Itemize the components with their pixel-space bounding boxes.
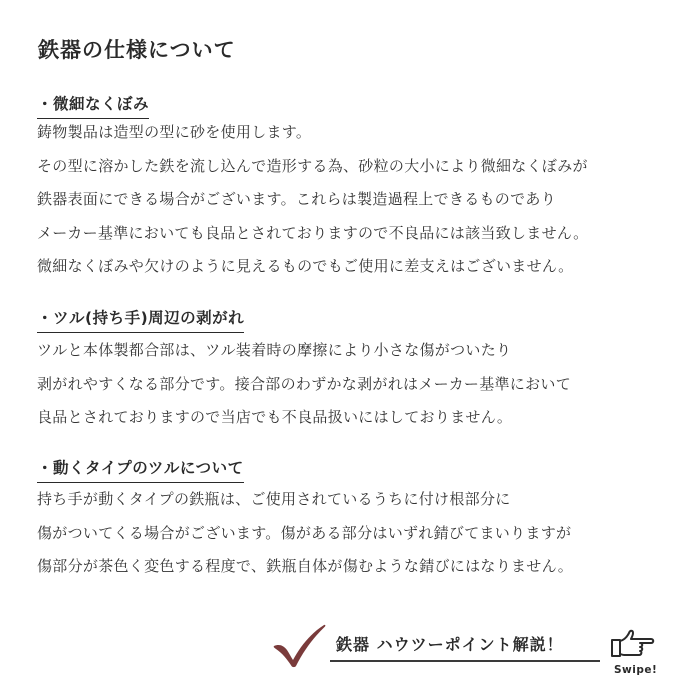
pointing-hand-icon bbox=[610, 626, 656, 660]
body-line: 微細なくぼみや欠けのように見えるものでもご使用に差支えはございません。 bbox=[37, 257, 574, 275]
section-heading-movable-handle: ・動くタイプのツルについて bbox=[37, 456, 244, 483]
section-body-handle-peeling bbox=[37, 334, 571, 435]
section-heading-handle-peeling: ・ツル(持ち手)周辺の剥がれ bbox=[37, 306, 244, 333]
body-line: 良品とされておりますので当店でも不良品扱いにはしておりません。 bbox=[37, 408, 513, 426]
section-body-movable-handle bbox=[37, 483, 573, 584]
body-line: ツルと本体製都合部は、ツル装着時の摩擦により小さな傷がついたり bbox=[37, 341, 512, 359]
body-line: 鋳物製品は造型の型に砂を使用します。 bbox=[37, 123, 312, 141]
footer-banner bbox=[270, 622, 600, 668]
swipe-label: Swipe! bbox=[614, 664, 658, 676]
body-line: メーカー基準においても良品とされておりますので不良品には該当致しません。 bbox=[37, 223, 589, 242]
body-line: 持ち手が動くタイプの鉄瓶は、ご使用されているうちに付け根部分に bbox=[37, 490, 511, 508]
swipe-hint[interactable] bbox=[604, 622, 664, 682]
footer-label: 鉄器 ハウツーポイント解説！ bbox=[336, 635, 564, 654]
section-body-dimples bbox=[37, 116, 588, 284]
body-line: 剥がれやすくなる部分です。接合部のわずかな剥がれはメーカー基準において bbox=[37, 374, 572, 393]
footer-underline bbox=[330, 660, 600, 662]
body-line: 傷部分が茶色く変色する程度で、鉄瓶自体が傷むような錆びにはなりません。 bbox=[37, 557, 574, 575]
section-heading-dimples: ・微細なくぼみ bbox=[37, 92, 149, 119]
page-title: 鉄器の仕様について bbox=[38, 38, 236, 62]
body-line: 傷がついてくる場合がございます。傷がある部分はいずれ錆びてまいりますが bbox=[37, 523, 572, 542]
body-line: 鉄器表面にできる場合がございます。これらは製造過程上できるものであり bbox=[37, 190, 557, 208]
body-line: その型に溶かした鉄を流し込んで造形する為、砂粒の大小により微細なくぼみが bbox=[37, 156, 588, 175]
check-icon bbox=[270, 622, 328, 668]
